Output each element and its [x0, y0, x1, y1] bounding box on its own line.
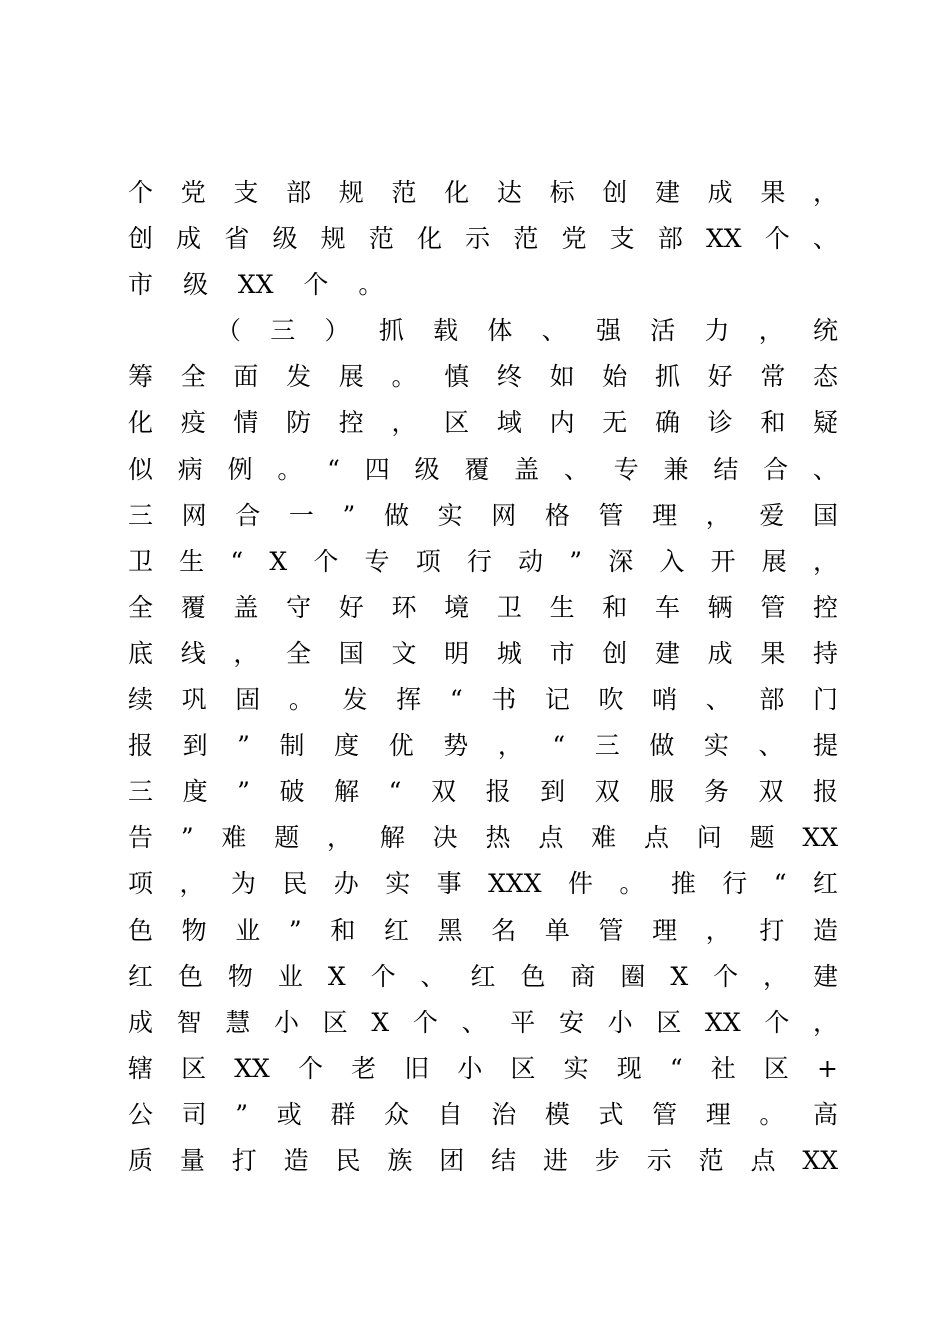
- text-line: 辖 区 XX 个 老 旧 小 区 实 现 “ 社 区 +: [128, 1053, 838, 1083]
- text-line: 似 病 例 。 “ 四 级 覆 盖 、 专 兼 结 合 、: [128, 454, 838, 484]
- text-line: 色 物 业 ” 和 红 黑 名 单 管 理 ， 打 造: [128, 915, 839, 945]
- text-line: 卫 生 “ X 个 专 项 行 动 ” 深 入 开 展 ，: [128, 546, 838, 576]
- text-line: 报 到 ” 制 度 优 势 ， “ 三 做 实 、 提: [128, 731, 839, 761]
- text-line: 底 线 ， 全 国 文 明 城 市 创 建 成 果 持: [128, 638, 839, 668]
- text-line: 全 覆 盖 守 好 环 境 卫 生 和 车 辆 管 控: [128, 592, 839, 622]
- text-line: 告 ” 难 题 ， 解 决 热 点 难 点 问 题 XX: [128, 823, 838, 853]
- text-line: 公 司 ” 或 群 众 自 治 模 式 管 理 。 高: [128, 1099, 839, 1129]
- text-line: 三 度 ” 破 解 “ 双 报 到 双 服 务 双 报: [128, 777, 839, 807]
- text-line: 续 巩 固 。 发 挥 “ 书 记 吹 哨 、 部 门: [128, 685, 839, 715]
- text-line: 项 ， 为 民 办 实 事 XXX 件 。 推 行 “ 红: [128, 869, 838, 899]
- text-line: 化 疫 情 防 控 ， 区 域 内 无 确 诊 和 疑: [128, 408, 839, 438]
- section-heading-line: （ 三 ） 抓 载 体 、 强 活 力 ， 统: [216, 316, 839, 346]
- text-line: 市 级 XX 个 。: [128, 270, 384, 300]
- text-line: 成 智 慧 小 区 X 个 、 平 安 小 区 XX 个 ，: [128, 1007, 839, 1037]
- text-line: 红 色 物 业 X 个 、 红 色 商 圈 X 个 ， 建: [128, 961, 838, 991]
- body-text: [128, 170, 848, 1184]
- text-line: 质 量 打 造 民 族 团 结 进 步 示 范 点 XX: [128, 1145, 838, 1175]
- text-line: 筹 全 面 发 展 。 慎 终 如 始 抓 好 常 态: [128, 362, 839, 392]
- text-line: 个 党 支 部 规 范 化 达 标 创 建 成 果 ，: [128, 178, 839, 207]
- text-line: 创 成 省 级 规 范 化 示 范 党 支 部 XX 个 、: [128, 224, 838, 254]
- text-line: 三 网 合 一 ” 做 实 网 格 管 理 ， 爱 国: [128, 500, 839, 530]
